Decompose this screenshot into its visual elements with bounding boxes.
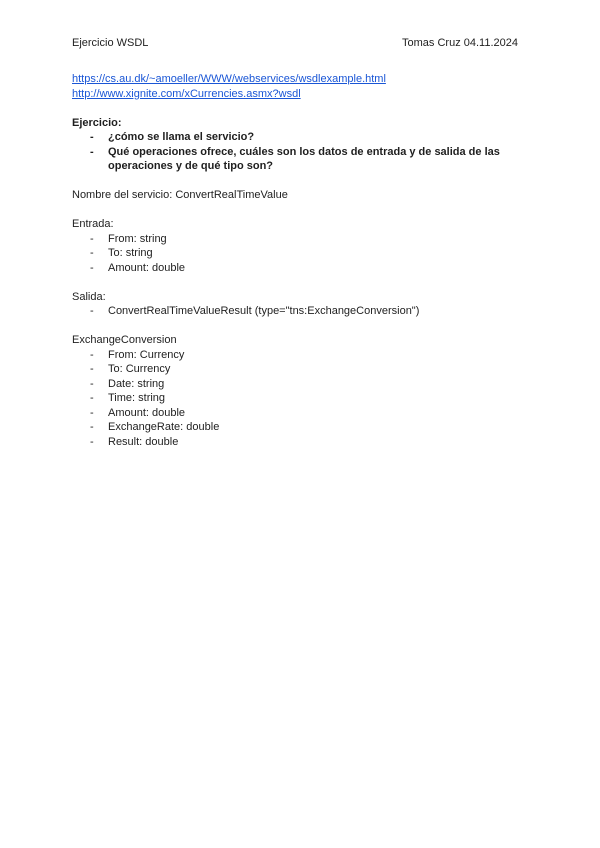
list-item: - ExchangeRate: double	[72, 420, 532, 435]
document-body	[72, 72, 532, 449]
salida-list	[72, 304, 532, 319]
list-item: - Date: string	[72, 377, 532, 392]
list-item: - From: Currency	[72, 348, 532, 363]
link-wsdl-example[interactable]: https://cs.au.dk/~amoeller/WWW/webservices/wsdlexample.html	[72, 73, 386, 85]
exchange-conversion-title: ExchangeConversion	[72, 334, 177, 346]
list-item: - To: Currency	[72, 362, 532, 377]
list-item: - ConvertRealTimeValueResult (type="tns:ExchangeConversion")	[72, 304, 532, 319]
list-item: - From: string	[72, 232, 532, 247]
list-item: - To: string	[72, 246, 532, 261]
ejercicio-section	[72, 116, 532, 174]
list-item: - Amount: double	[72, 406, 532, 421]
list-item: - Time: string	[72, 391, 532, 406]
links-block	[72, 72, 532, 101]
list-item: - Amount: double	[72, 261, 532, 276]
header-author-date: Tomas Cruz 04.11.2024	[402, 37, 518, 49]
question-item: - Qué operaciones ofrece, cuáles son los datos de entrada y de salida de las operaciones y de qué tipo son?	[72, 145, 532, 174]
entrada-section	[72, 217, 532, 275]
header-title: Ejercicio WSDL	[72, 37, 149, 49]
exchange-conversion-section	[72, 333, 532, 449]
exchange-conversion-list	[72, 348, 532, 450]
entrada-list	[72, 232, 532, 276]
salida-title: Salida:	[72, 290, 106, 303]
service-name: Nombre del servicio: ConvertRealTimeValue	[72, 189, 288, 201]
link-xignite-wsdl[interactable]: http://www.xignite.com/xCurrencies.asmx?wsdl	[72, 87, 301, 100]
salida-section	[72, 290, 532, 319]
page-header	[72, 36, 518, 51]
entrada-title: Entrada:	[72, 218, 114, 230]
question-item: - ¿cómo se llama el servicio?	[72, 130, 532, 145]
ejercicio-questions	[72, 130, 532, 174]
list-item: - Result: double	[72, 435, 532, 450]
ejercicio-title: Ejercicio:	[72, 116, 122, 129]
